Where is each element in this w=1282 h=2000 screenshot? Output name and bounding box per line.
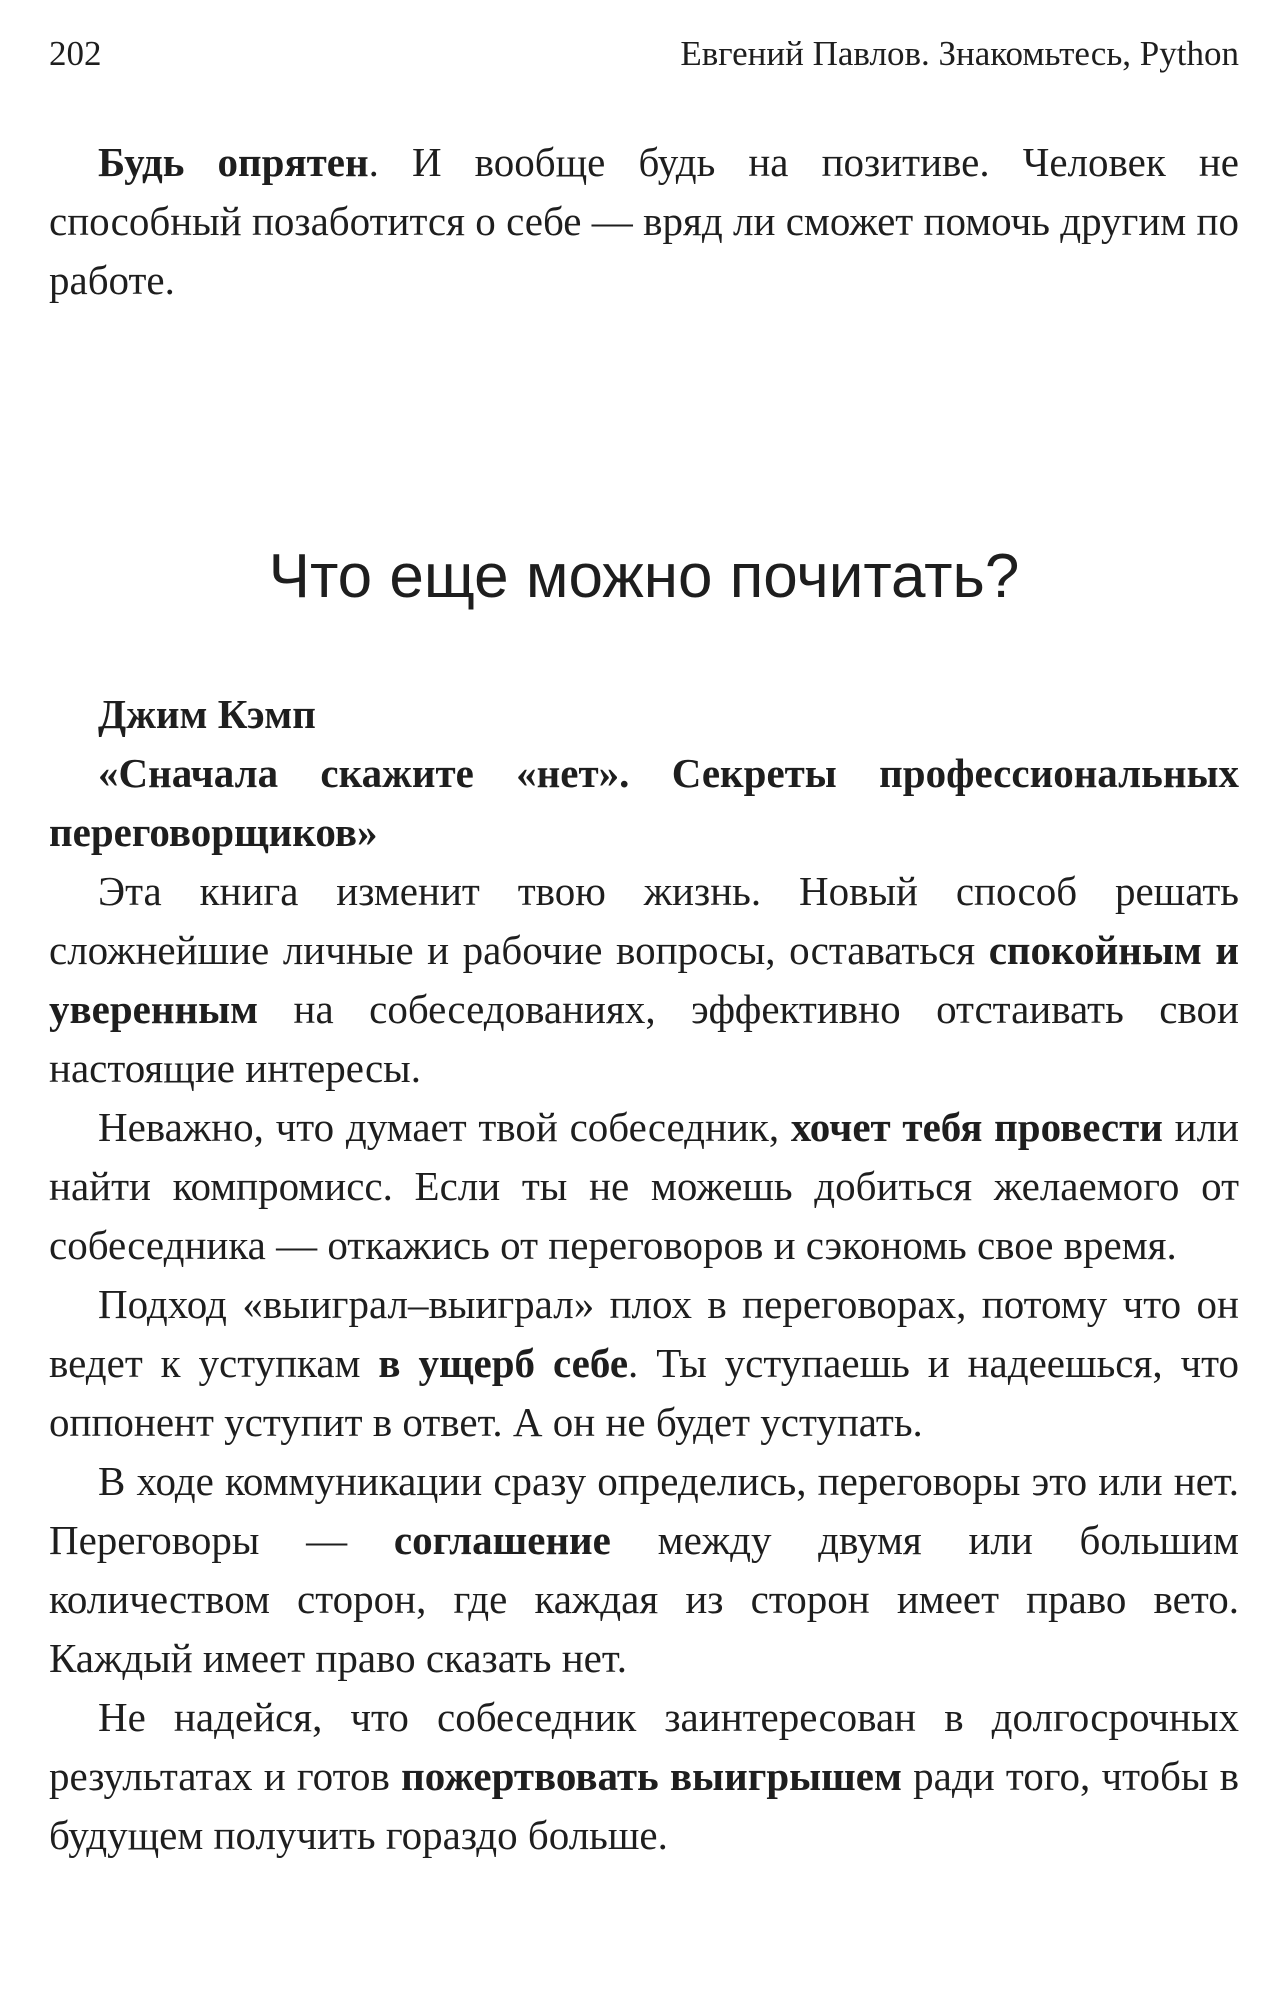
paragraph-bold: хочет тебя провести — [790, 1104, 1163, 1150]
section-title: Что еще можно почитать? — [268, 542, 1020, 611]
paragraph-text: на собеседованиях, эффективно отстаивать свои настоящие интересы. — [49, 986, 1239, 1091]
paragraph-bold: пожертвовать выигрышем — [401, 1753, 902, 1799]
intro-paragraph — [49, 133, 1239, 310]
paragraph-text: В ходе коммуникации сразу определись, переговоры это или нет. Переговоры — — [49, 1458, 1239, 1563]
paragraph-text: между двумя или большим количеством сторон, где каждая из сторон имеет право вето. Каждый имеет право сказать нет. — [49, 1517, 1239, 1681]
page-header — [49, 28, 1239, 80]
book-paragraph-3 — [49, 1275, 1239, 1452]
book-recommendation — [49, 685, 1239, 1865]
paragraph-bold: соглашение — [393, 1517, 611, 1563]
paragraph-bold: в ущерб себе — [378, 1340, 629, 1386]
paragraph-text: или найти компромисс. Если ты не можешь добиться желаемого от собеседника — откажись от переговоров и сэкономь свое время. — [49, 1104, 1239, 1268]
paragraph-text: Неважно, что думает твой собеседник, — [98, 1104, 791, 1150]
book-title: «Сначала скажите «нет». Секреты профессиональных переговорщиков» — [49, 750, 1239, 855]
paragraph-text: ради того, чтобы в будущем получить гораздо больше. — [49, 1753, 1240, 1858]
page-number: 202 — [49, 34, 102, 73]
book-author: Джим Кэмп — [98, 691, 316, 737]
intro-text: . И вообще будь на позитиве. Человек не способный позаботится о себе — вряд ли сможет помочь другим по работе. — [49, 139, 1239, 303]
intro-section — [49, 133, 1239, 310]
book-paragraph-4 — [49, 1452, 1239, 1688]
paragraph-bold: спокойным и уверенным — [49, 927, 1239, 1032]
intro-bold-lead: Будь опрятен — [98, 139, 369, 185]
paragraph-text: Эта книга изменит твою жизнь. Новый способ решать сложнейшие личные и рабочие вопросы, оставаться — [49, 868, 1239, 973]
paragraph-text: Подход «выиграл–выиграл» плох в переговорах, потому что он ведет к уступкам — [49, 1281, 1239, 1386]
book-paragraph-2 — [49, 1098, 1239, 1275]
paragraph-text: Не надейся, что собеседник заинтересован в долгосрочных результатах и готов — [49, 1694, 1239, 1799]
paragraph-text: . Ты уступаешь и надеешься, что оппонент уступит в ответ. А он не будет уступать. — [49, 1340, 1239, 1445]
running-title: Евгений Павлов. Знакомьтесь, Python — [680, 34, 1239, 73]
book-paragraph-1 — [49, 862, 1239, 1098]
book-paragraph-5 — [49, 1688, 1239, 1865]
